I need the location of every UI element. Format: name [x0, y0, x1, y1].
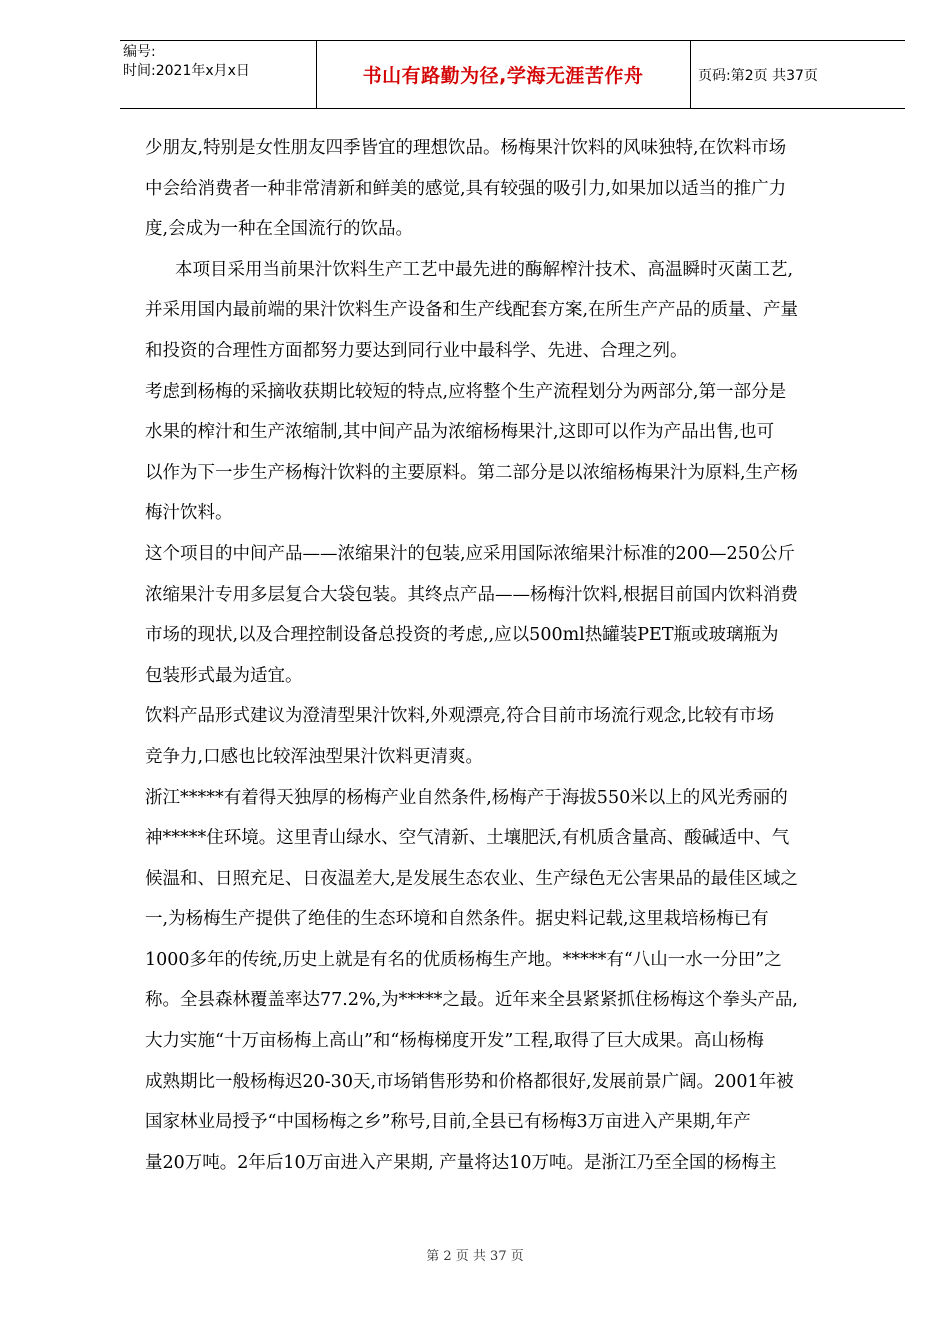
- body-line: 和投资的合理性方面都努力要达到同行业中最科学、先进、合理之列。: [145, 340, 688, 361]
- body-line: 考虑到杨梅的采摘收获期比较短的特点,应将整个生产流程划分为两部分,第一部分是: [145, 381, 787, 402]
- body-line: 竞争力,口感也比较浑浊型果汁饮料更清爽。: [145, 746, 484, 767]
- body-line: 本项目采用当前果汁饮料生产工艺中最先进的酶解榨汁技术、高温瞬时灭菌工艺,: [175, 259, 794, 280]
- body-line: 国家林业局授予“中国杨梅之乡”称号,目前,全县已有杨梅3万亩进入产果期,年产: [145, 1112, 751, 1133]
- serial-label: 编号:: [123, 44, 156, 60]
- body-line: 并采用国内最前端的果汁饮料生产设备和生产线配套方案,在所生产产品的质量、产量: [145, 300, 799, 321]
- body-line: 浓缩果汁专用多层复合大袋包装。其终点产品——杨梅汁饮料,根据目前国内饮料消费: [145, 584, 799, 605]
- body-line: 少朋友,特别是女性朋友四季皆宜的理想饮品。杨梅果汁饮料的风味独特,在饮料市场: [145, 138, 787, 158]
- body-line: 包装形式最为适宜。: [145, 665, 303, 686]
- motto-text: 书山有路勤为径,学海无涯苦作舟: [362, 65, 644, 87]
- body-line: 这个项目的中间产品——浓缩果汁的包装,应采用国际浓缩果汁标准的200—250公斤: [145, 543, 795, 564]
- body-line: 水果的榨汁和生产浓缩制,其中间产品为浓缩杨梅果汁,这即可以作为产品出售,也可: [145, 422, 775, 443]
- body-line: 神*****住环境。这里青山绿水、空气清新、土壤肥沃,有机质含量高、酸碱适中、气: [145, 828, 790, 849]
- header-page-cell: [690, 41, 905, 108]
- time-label: 时间:2021年x月x日: [123, 63, 250, 79]
- body-line: 中会给消费者一种非常清新和鲜美的感觉,具有较强的吸引力,如果加以适当的推广力: [145, 178, 787, 199]
- body-line: 一,为杨梅生产提供了绝佳的生态环境和自然条件。据史料记载,这里栽培杨梅已有: [145, 909, 769, 930]
- body-line: 大力实施“十万亩杨梅上高山”和“杨梅梯度开发”工程,取得了巨大成果。高山杨梅: [145, 1031, 764, 1052]
- page-footer: 第 2 页 共 37 页: [426, 1249, 524, 1264]
- document-body: [145, 128, 875, 1183]
- body-line: 以作为下一步生产杨梅汁饮料的主要原料。第二部分是以浓缩杨梅果汁为原料,生产杨: [145, 462, 799, 483]
- body-line: 度,会成为一种在全国流行的饮品。: [145, 219, 414, 240]
- header-motto-cell: [316, 41, 691, 108]
- header-page-label: 页码:第2页 共37页: [698, 67, 818, 84]
- body-line: 候温和、日照充足、日夜温差大,是发展生态农业、生产绿色无公害果品的最佳区域之: [145, 868, 799, 889]
- body-line: 饮料产品形式建议为澄清型果汁饮料,外观漂亮,符合目前市场流行观念,比较有市场: [145, 706, 775, 727]
- body-line: 梅汁饮料。: [145, 503, 233, 524]
- body-line: 浙江*****有着得天独厚的杨梅产业自然条件,杨梅产于海拔550米以上的风光秀丽的: [145, 787, 788, 808]
- body-line: 1000多年的传统,历史上就是有名的优质杨梅生产地。*****有“八山一水一分田”之: [145, 949, 782, 970]
- body-line: 量20万吨。2年后10万亩进入产果期, 产量将达10万吨。是浙江乃至全国的杨梅主: [145, 1152, 777, 1173]
- body-line: 称。全县森林覆盖率达77.2%,为*****之最。近年来全县紧紧抓住杨梅这个拳头产品,: [145, 990, 798, 1011]
- body-line: 市场的现状,以及合理控制设备总投资的考虑,,应以500ml热罐装PET瓶或玻璃瓶为: [145, 625, 779, 646]
- header-meta-cell: [120, 41, 317, 108]
- page-header: [120, 40, 905, 109]
- body-line: 成熟期比一般杨梅迟20-30天,市场销售形势和价格都很好,发展前景广阔。2001年被: [145, 1071, 794, 1092]
